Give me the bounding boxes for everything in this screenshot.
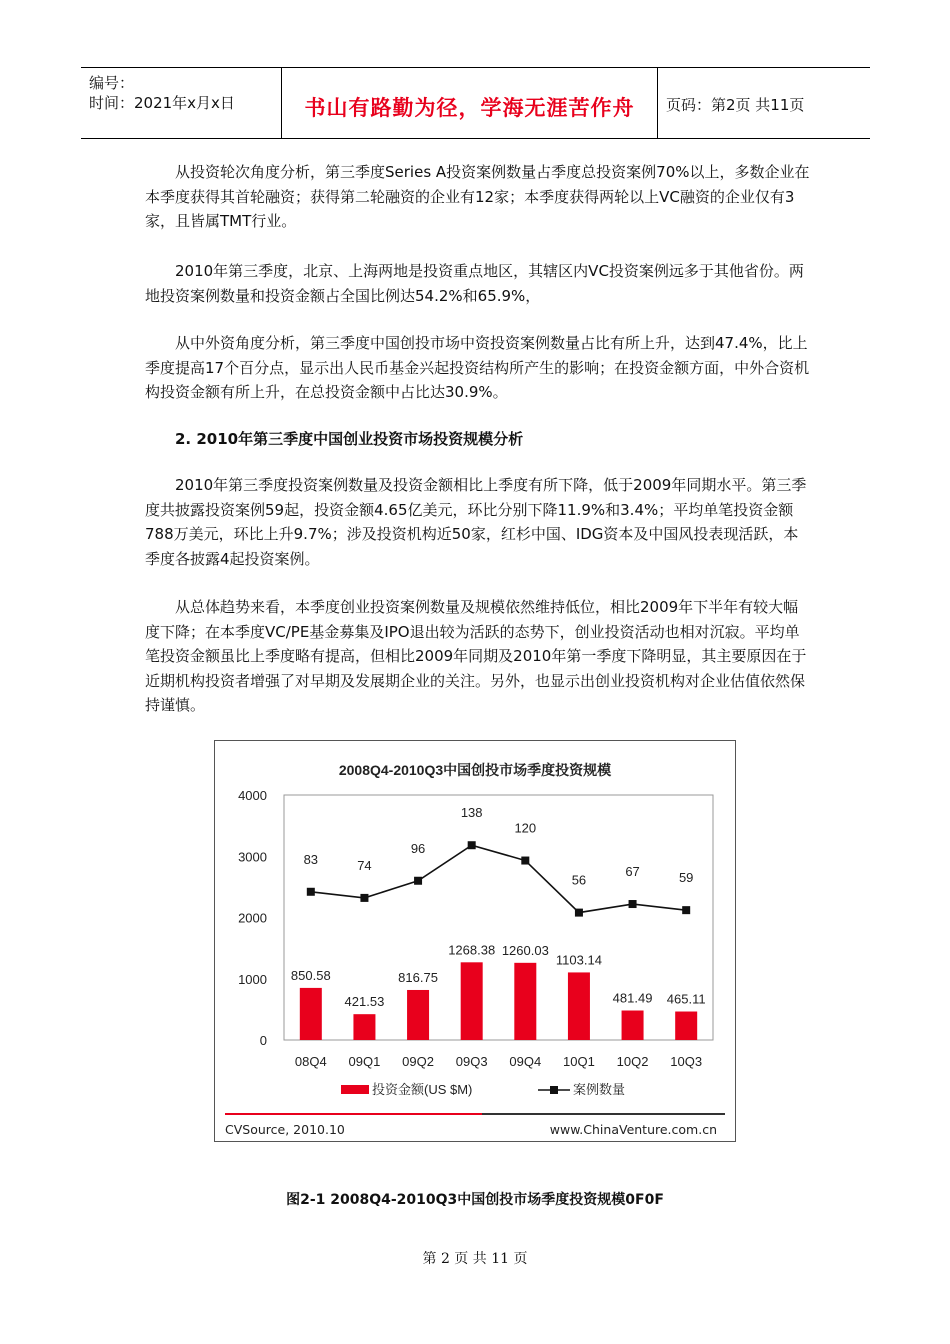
line-point-08Q4: [307, 888, 315, 896]
legend-line-label: 案例数量: [573, 1082, 626, 1097]
section-heading: 2. 2010年第三季度中国创业投资市场投资规模分析: [175, 430, 524, 448]
header-page-info: 页码：第2页 共11页: [666, 96, 805, 114]
bar-10Q1: [568, 972, 590, 1040]
x-tick-label: 09Q4: [509, 1054, 542, 1069]
y-tick-label: 2000: [238, 910, 267, 926]
line-value-label: 96: [410, 840, 426, 856]
chart-source-left: CVSource, 2010.10: [225, 1122, 345, 1137]
number-label: 编号：: [89, 74, 135, 92]
time-label: 时间：2021年x月x日: [89, 94, 235, 112]
line-value-label: 83: [303, 851, 319, 867]
paragraph-regions: [145, 259, 810, 308]
y-tick-label: 4000: [238, 788, 267, 803]
bar-value-label: 481.49: [612, 990, 653, 1006]
bar-value-label: 465.11: [666, 991, 706, 1007]
page-footer: 第 2 页 共 11 页: [422, 1251, 528, 1267]
line-value-label: 67: [625, 864, 640, 880]
chart-figure: [214, 740, 736, 1142]
chart-svg: [215, 741, 735, 1141]
legend-bar-label: 投资金额(US $M): [372, 1082, 473, 1097]
line-point-09Q4: [521, 857, 529, 865]
paragraph-scale: [145, 473, 810, 571]
paragraph-text: 从投资轮次角度分析，第三季度Series A投资案例数量占季度总投资案例70%以上，多数企业在本季度获得其首轮融资；获得第二轮融资的企业有12家；本季度获得两轮以上VC融资的企业仅有3家，且皆属TMT行业。: [145, 163, 810, 230]
bar-value-label: 421.53: [344, 994, 385, 1010]
line-point-09Q1: [360, 894, 368, 902]
bar-08Q4: [300, 988, 322, 1040]
header-motto: 书山有路勤为径，学海无涯苦作舟: [304, 96, 635, 120]
y-tick-label: 3000: [238, 849, 267, 865]
paragraph-domestic-foreign: [145, 331, 810, 405]
line-value-label: 74: [357, 857, 372, 873]
page-header: [81, 67, 870, 139]
paragraph-rounds: [145, 160, 810, 234]
line-value-label: 56: [571, 872, 587, 888]
bar-value-label: 1260.03: [501, 942, 549, 958]
line-point-10Q2: [629, 900, 637, 908]
line-point-10Q1: [575, 909, 583, 917]
paragraph-text: 从中外资角度分析，第三季度中国创投市场中资投资案例数量占比有所上升，达到47.4%，比上季度提高17个百分点，显示出人民币基金兴起投资结构所产生的影响；在投资金额方面，中外合资机构投资金额有所上升，在总投资金额中占比达30.9%。: [145, 334, 810, 401]
bar-09Q3: [461, 962, 483, 1040]
header-left-cell: [81, 68, 282, 138]
paragraph-text: 2010年第三季度投资案例数量及投资金额相比上季度有所下降，低于2009年同期水平。第三季度共披露投资案例59起，投资金额4.65亿美元，环比分别下降11.9%和3.4%；平均单笔投资金额788万美元，环比上升9.7%；涉及投资机构近50家，红杉中国、IDG资本及中国风投表现活跃，本季度各披露4起投资案例。: [145, 476, 807, 568]
x-tick-label: 08Q4: [294, 1054, 327, 1069]
x-tick-label: 10Q1: [563, 1054, 595, 1069]
figure-caption: 图2-1 2008Q4-2010Q3中国创投市场季度投资规模0F0F: [286, 1192, 664, 1208]
legend-bar-swatch: [341, 1085, 369, 1094]
x-tick-label: 09Q1: [348, 1054, 381, 1069]
legend-line-marker: [550, 1086, 558, 1094]
header-motto-cell: [282, 68, 658, 138]
line-value-label: 120: [514, 820, 537, 836]
bar-10Q2: [622, 1011, 644, 1040]
bar-value-label: 850.58: [290, 967, 331, 983]
bar-value-label: 1268.38: [448, 942, 496, 958]
y-tick-label: 1000: [238, 971, 267, 987]
paragraph-trend: [145, 595, 810, 718]
x-tick-label: 09Q2: [402, 1054, 434, 1069]
bar-value-label: 1103.14: [555, 952, 602, 968]
x-tick-label: 09Q3: [455, 1054, 488, 1069]
chart-source-right: www.ChinaVenture.com.cn: [549, 1122, 717, 1137]
x-tick-label: 10Q2: [616, 1054, 649, 1069]
line-point-09Q2: [414, 877, 422, 885]
bar-09Q1: [353, 1014, 375, 1040]
bar-09Q4: [514, 963, 536, 1040]
paragraph-text: 从总体趋势来看，本季度创业投资案例数量及规模依然维持低位，相比2009年下半年有较大幅度下降；在本季度VC/PE基金募集及IPO退出较为活跃的态势下，创业投资活动也相对沉寂。平均单笔投资金额虽比上季度略有提高，但相比2009年同期及2010年第一季度下降明显，其主要原因在于近期机构投资者增强了对早期及发展期企业的关注。另外，也显示出创业投资机构对企业估值依然保持谨慎。: [145, 598, 807, 714]
line-point-09Q3: [468, 841, 476, 849]
bar-09Q2: [407, 990, 429, 1040]
line-value-label: 59: [678, 870, 694, 886]
paragraph-text: 2010年第三季度，北京、上海两地是投资重点地区，其辖区内VC投资案例远多于其他省份。两地投资案例数量和投资金额占全国比例达54.2%和65.9%，: [145, 262, 804, 305]
line-point-10Q3: [682, 906, 690, 914]
bar-10Q3: [675, 1012, 697, 1040]
chart-title: 2008Q4-2010Q3中国创投市场季度投资规模: [338, 762, 612, 778]
header-page-cell: [658, 68, 870, 138]
line-value-label: 138: [460, 805, 483, 821]
bar-value-label: 816.75: [398, 969, 438, 985]
x-tick-label: 10Q3: [670, 1054, 703, 1069]
y-tick-label: 0: [259, 1033, 267, 1048]
